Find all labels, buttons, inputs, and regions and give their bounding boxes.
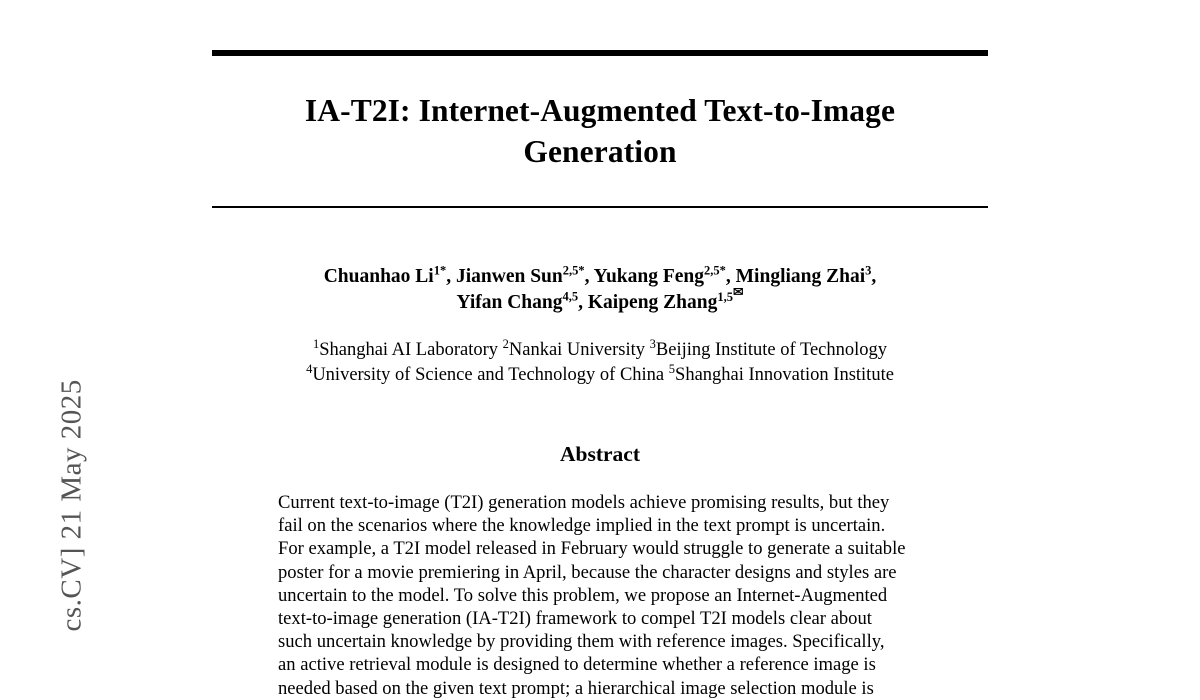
envelope-icon: ✉ [733, 284, 744, 299]
author-affil-mark: 3 [865, 263, 872, 278]
author-affil-mark: 2,5* [562, 263, 585, 278]
affil-name: Beijing Institute of Technology [655, 340, 888, 360]
abstract-line: an active retrieval module is designed to determine whether a reference image is [278, 654, 876, 676]
abstract-line: needed based on the given text prompt; a hierarchical image selection module is [278, 677, 874, 699]
author-affil-mark: 1* [433, 263, 447, 278]
author-item [456, 289, 579, 313]
abstract-line: Current text-to-image (T2I) generation models achieve promising results, but they [278, 492, 890, 513]
affil-mark: 2 [502, 336, 509, 351]
affil-name: Shanghai AI Laboratory [319, 340, 498, 360]
author-item [735, 263, 872, 287]
author-affil-mark: 4,5 [562, 289, 579, 304]
abstract-line: poster for a movie premiering in April, because the character designs and styles are [278, 561, 897, 583]
page-title: IA-T2I: Internet-Augmented Text-to-Image Generation [304, 93, 896, 169]
paper-content [212, 0, 988, 700]
affil-name: Shanghai Innovation Institute [675, 365, 894, 385]
author-separator: , [725, 266, 736, 287]
author-name: Yifan Chang [456, 292, 563, 313]
abstract-text [278, 491, 928, 700]
author-name: Yukang Feng [593, 266, 705, 287]
author-name: Chuanhao Li [323, 266, 434, 287]
author-separator: , [446, 266, 456, 287]
author-name: Mingliang Zhai [735, 266, 866, 287]
author-affil-mark: 1,5✉ [717, 284, 744, 304]
author-item [593, 263, 726, 287]
abstract-line: such uncertain knowledge by providing them with reference images. Specifically, [278, 631, 885, 653]
affil-mark: 3 [649, 336, 656, 351]
abstract-line: text-to-image generation (IA-T2I) framework to compel T2I models clear about [278, 608, 872, 630]
arxiv-stamp-text: cs.CV] 21 May 2025 [55, 379, 88, 632]
author-name: Kaipeng Zhang [587, 292, 718, 313]
affiliation-list [212, 338, 988, 388]
author-item [455, 263, 585, 287]
author-list [212, 264, 988, 316]
affil-mark: 1 [312, 336, 320, 351]
affil-name: University of Science and Technology of China [312, 365, 665, 385]
author-separator: , [584, 266, 594, 287]
author-item [587, 284, 744, 313]
title-spacer [212, 172, 988, 206]
author-item [323, 263, 447, 287]
affil-mark: 5 [668, 361, 676, 376]
author-separator: , [871, 266, 877, 287]
title-rule-bottom [212, 206, 988, 208]
author-separator: , [578, 292, 588, 313]
author-affil-mark: 2,5* [704, 263, 726, 278]
abstract-line: For example, a T2I model released in February would struggle to generate a suitable [278, 538, 906, 560]
affil-mark: 4 [306, 361, 313, 376]
abstract-line: uncertain to the model. To solve this problem, we propose an Internet-Augmented [278, 584, 888, 606]
author-name: Jianwen Sun [455, 266, 563, 287]
abstract-heading: Abstract [559, 442, 640, 466]
abstract-line: fail on the scenarios where the knowledge implied in the text prompt is uncertain. [278, 515, 886, 537]
title-rule-top [212, 50, 988, 56]
arxiv-stamp [0, 0, 88, 648]
affil-name: Nankai University [508, 340, 646, 360]
